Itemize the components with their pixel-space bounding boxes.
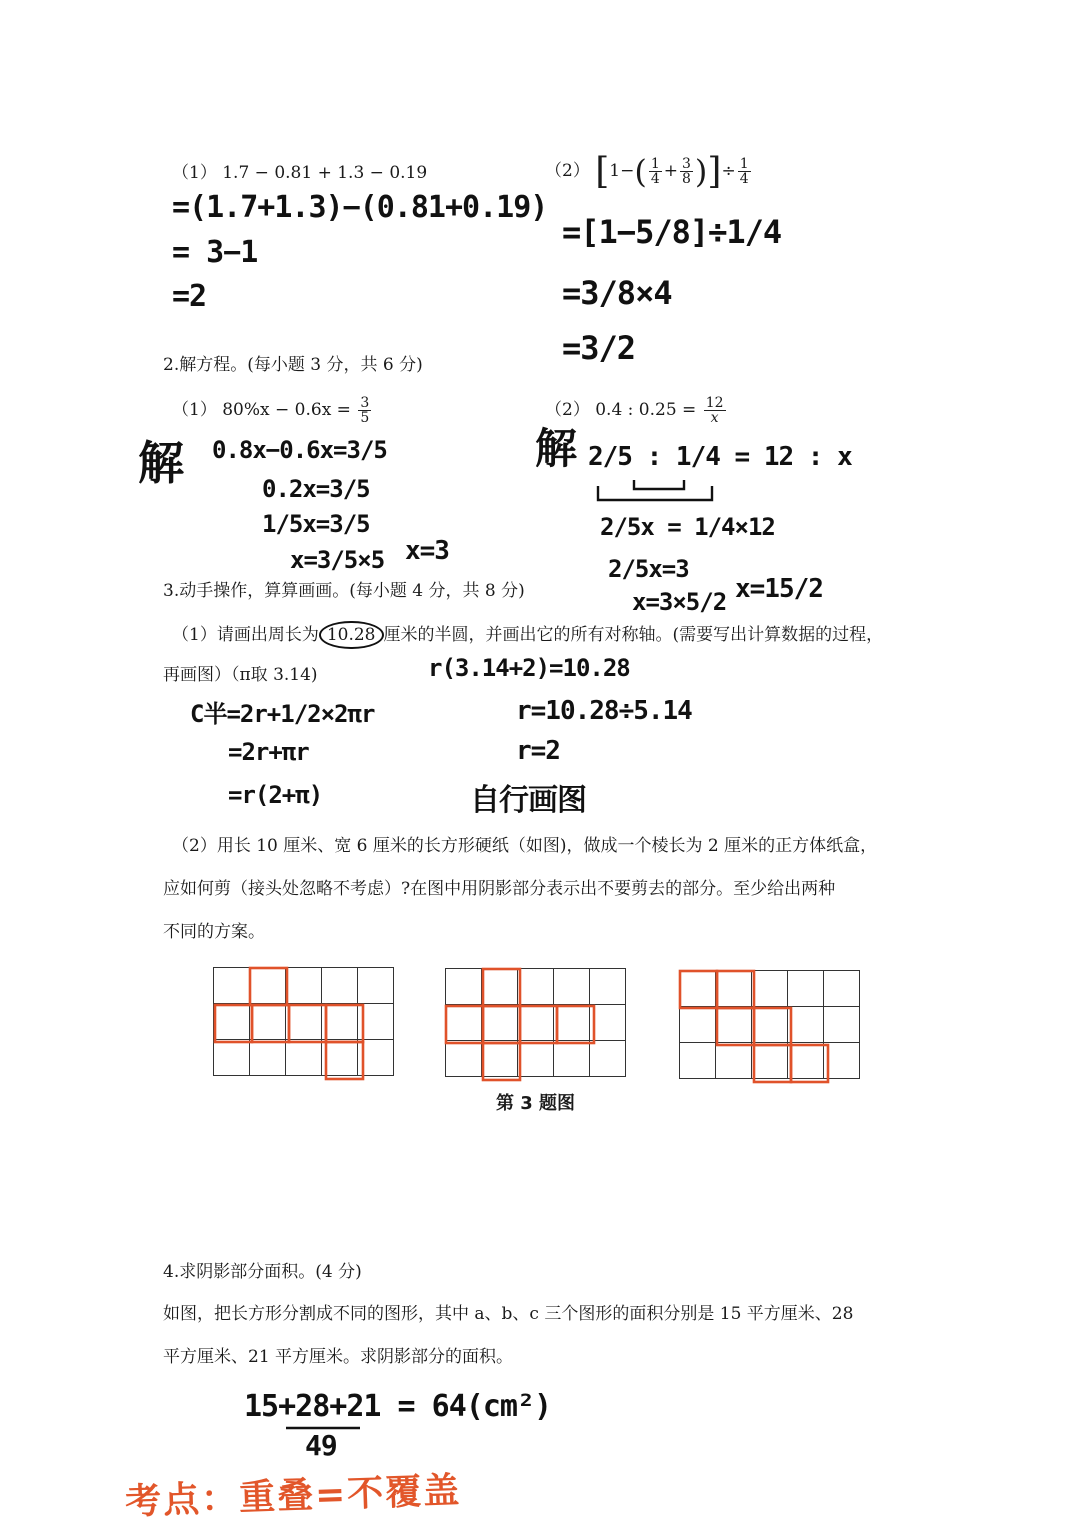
net-grid-2 (445, 968, 626, 1077)
q1-p1-work-3: =2 (172, 279, 207, 314)
q2-p2-work-4: x=3×5/2 (632, 588, 727, 616)
q2-p2-problem (545, 396, 728, 425)
q2-p1-work-5: x=3 (405, 536, 449, 566)
q4-heading: 4.求阴影部分面积。(4 分) (163, 1262, 362, 1282)
q1-p1-expr: 1.7 − 0.81 + 1.3 − 0.19 (222, 163, 428, 183)
q3-heading: 3.动手操作，算算画画。(每小题 4 分，共 8 分) (163, 581, 525, 601)
q3-p1-line1 (172, 621, 883, 649)
q4-work: 15+28+21 = 64(cm²) (244, 1389, 552, 1424)
q2-p2-work-1: 2/5 : 1/4 = 12 : x (588, 442, 852, 472)
q1-p1-problem (172, 163, 427, 183)
q3-p1-text-a: （1）请画出周长为 (172, 625, 319, 645)
q4-text-2: 平方厘米、21 平方厘米。求阴影部分的面积。 (163, 1347, 514, 1367)
q3-p1-text-b: 厘米的半圆，并画出它的所有对称轴。(需要写出计算数据的过程， (383, 625, 884, 645)
q1-p2-work-3: =3/2 (562, 329, 636, 367)
q2-p1-jie: 解 (138, 436, 183, 490)
q3-p1-line2: 再画图）（π取 3.14) (163, 665, 318, 685)
q2-p1-work-4: x=3/5×5 (290, 546, 385, 574)
q2-p1-frac-d: 5 (360, 410, 370, 426)
q3-work-left-1: C半=2r+1/2×2πr (190, 700, 375, 728)
q2-p2-work-5: x=15/2 (735, 574, 823, 604)
q2-p2-label: （2） (545, 400, 590, 420)
q2-p1-problem (172, 396, 373, 425)
q2-p2-frac-d: x (710, 410, 719, 426)
q1-p1-label: （1） (172, 163, 217, 183)
q2-p1-frac-n: 3 (360, 395, 370, 411)
q4-text-1: 如图，把长方形分割成不同的图形，其中 a、b、c 三个图形的面积分别是 15 平方厘米、28 (163, 1304, 854, 1324)
q2-p1-label: （1） (172, 400, 217, 420)
q2-p2-frac-n: 12 (705, 395, 724, 411)
q2-p1-work-2: 0.2x=3/5 (262, 475, 370, 503)
net-grid-1 (213, 967, 394, 1076)
handwritten-note: 考点：重叠=不覆盖 (124, 1470, 462, 1523)
q4-work-denominator: 49 (305, 1429, 337, 1462)
q1-p2-work-1: =[1−5/8]÷1/4 (562, 213, 782, 251)
q3-p2-line3: 不同的方案。 (163, 922, 265, 942)
q1-p2-work-2: =3/8×4 (562, 274, 672, 312)
ratio-outer-bracket (598, 486, 712, 500)
q1-p2-problem: （2） [1−( $\frac{1}{4}$ + $\frac{3}{8}$ )]÷ $\frac{1}{4}$ (545, 151, 749, 192)
figure-caption: 第 3 题图 (496, 1093, 576, 1114)
q3-work-left-2: =2r+πr (228, 738, 309, 766)
q2-p1-work-3: 1/5x=3/5 (262, 510, 370, 538)
q3-p2-line1: （2）用长 10 厘米、宽 6 厘米的长方形硬纸（如图)，做成一个棱长为 2 厘米的正方体纸盒， (172, 836, 878, 856)
q3-work-right-2: r=10.28÷5.14 (516, 696, 692, 726)
q2-p1-work-1: 0.8x−0.6x=3/5 (212, 436, 387, 464)
q2-heading: 2.解方程。(每小题 3 分，共 6 分) (163, 355, 423, 375)
q3-work-right-1: r(3.14+2)=10.28 (428, 654, 630, 682)
q2-p1-expr: 80%x − 0.6x = (222, 400, 351, 420)
q1-p1-work-2: = 3−1 (172, 235, 258, 270)
q2-p2-jie: 解 (535, 424, 577, 473)
q2-p2-expr: 0.4 : 0.25 = (595, 400, 697, 420)
net-grid-3 (679, 970, 860, 1079)
q2-p2-work-3: 2/5x=3 (608, 555, 689, 583)
q2-p2-work-2: 2/5x = 1/4×12 (600, 513, 775, 541)
q3-work-right-3: r=2 (516, 736, 560, 766)
ratio-inner-bracket (634, 480, 684, 489)
q3-draw-note: 自行画图 (470, 783, 586, 818)
q3-p2-line2: 应如何剪（接头处忽略不考虑）?在图中用阴影部分表示出不要剪去的部分。至少给出两种 (163, 879, 836, 899)
q1-p2-label: （2） (545, 161, 590, 182)
q1-p1-work-1: =(1.7+1.3)−(0.81+0.19) (172, 190, 548, 225)
q3-work-left-3: =r(2+π) (228, 781, 323, 809)
q3-p1-circled-value: 10.28 (319, 621, 384, 649)
